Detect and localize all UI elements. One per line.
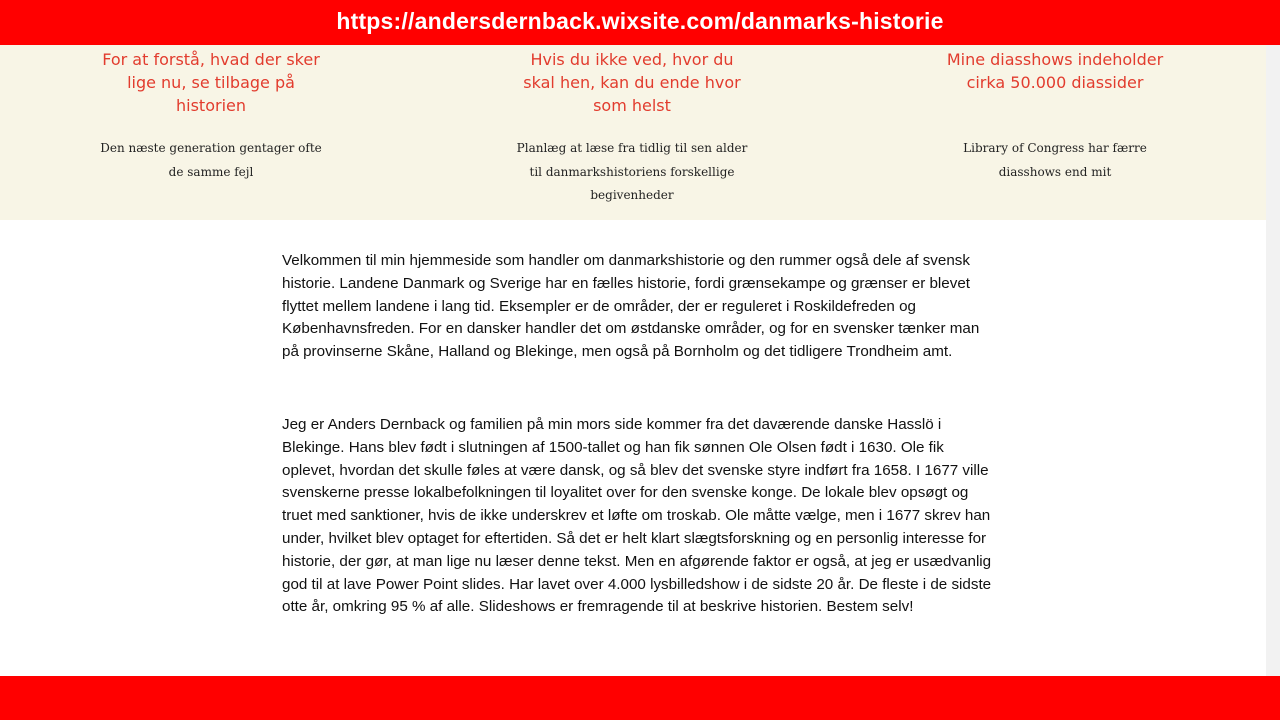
- feature-heading-2: Hvis du ikke ved, hvor du skal hen, kan du ende hvor som helst: [523, 50, 741, 115]
- site-url-link[interactable]: https://andersdernback.wixsite.com/danmarks-historie: [336, 8, 944, 34]
- feature-column-1: [91, 48, 331, 179]
- footer-bar: [0, 676, 1280, 720]
- feature-column-3: [935, 48, 1175, 179]
- feature-text-1: Den næste generation gentager ofte de samme fejl: [100, 141, 322, 179]
- about-paragraph: Jeg er Anders Dernback og familien på min mors side kommer fra det daværende danske Hasslö i Blekinge. Hans blev født i slutningen af 1500-tallet og han fik sønnen Ole Olsen født i 1630. Ole fik oplevet, hvordan det skulle føles at være dansk, og så blev det svenske styre indført fra 1658. I 1677 ville svenskerne presse lokalbefolkningen til loyalitet over for den svenske konge. De lokale blev opsøgt og truet med sanktioner, hvis de ikke underskrev et løfte om troskab. Ole måtte vælge, men i 1677 skrev han under, hvilket blev optaget for eftertiden. Så det er helt klart slægtsforskning og en personlig interesse for historie, der gør, at man lige nu læser denne tekst. Men en afgørende faktor er også, at jeg er usædvanlig god til at lave Power Point slides. Har lavet over 4.000 lysbilledshow i de sidste 20 år. De fleste i de sidste otte år, omkring 95 % af alle. Slideshows er fremragende til at beskrive historien. Bestem selv!: [282, 416, 992, 616]
- intro-paragraph: Velkommen til min hjemmeside som handler om danmarkshistorie og den rummer også dele af svensk historie. Landene Danmark og Sverige har en fælles historie, fordi grænsekampe og grænser er blevet flyttet mellem landene i lang tid. Eksempler er de områder, der er reguleret i Roskildefreden og Københavnsfreden. For en dansker handler det om østdanske områder, og for en svensker tænker man på provinserne Skåne, Halland og Blekinge, men også på Bornholm og det tidligere Trondheim amt.: [282, 252, 980, 361]
- url-banner: [0, 0, 1280, 45]
- scrollbar-track[interactable]: [1266, 45, 1280, 676]
- feature-heading-3: Mine diasshows indeholder cirka 50.000 diassider: [946, 50, 1164, 92]
- feature-strip: [0, 45, 1266, 220]
- feature-text-2: Planlæg at læse fra tidlig til sen alder til danmarkshistoriens forskellige begivenheder: [516, 141, 748, 202]
- feature-text-3: Library of Congress har færre diasshows end mit: [963, 141, 1147, 179]
- feature-heading-1: For at forstå, hvad der sker lige nu, se tilbage på historien: [102, 50, 320, 115]
- feature-column-2: [512, 48, 752, 202]
